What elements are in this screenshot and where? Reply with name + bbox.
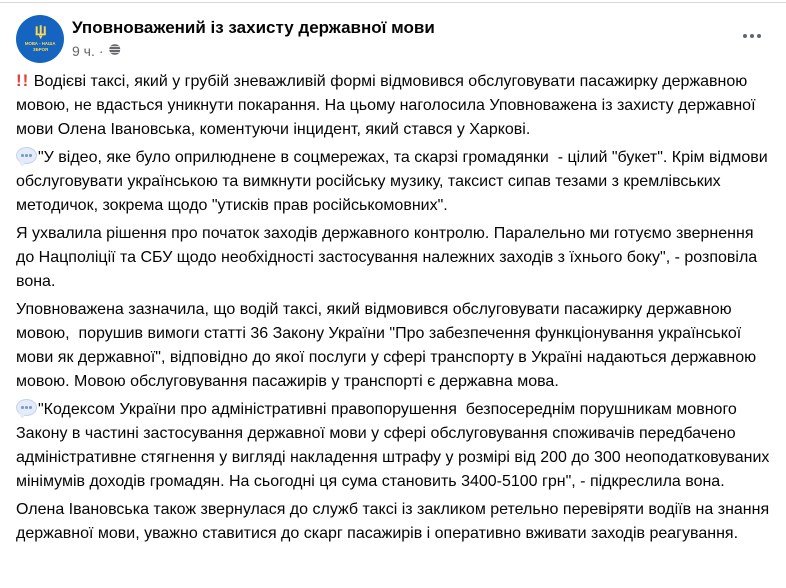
ellipsis-dot [757,34,761,38]
post-paragraph [16,498,774,546]
paragraph-text: Уповноважена зазначила, що водій таксі, який відмовився обслуговувати пасажирку державною мовою, порушив вимоги статті 36 Закону України "Про забезпечення функціонування української мови як державної", відповідно до якої послуги у сфері транспорту в Україні надаються державною мовою. Мовою обслуговування пасажирів у транспорті є державна мова. [16,301,761,390]
header-text [72,15,435,60]
post-paragraph [16,69,770,142]
globe-icon [108,42,121,60]
post-card [0,2,786,588]
trident-icon [33,25,48,42]
paragraph-text: Я ухвалила рішення про початок заходів державного контролю. Паралельно ми готуємо звернення до Нацполіції та СБУ щодо необхідності застосування належних заходів з їхнього боку", - розповіла вона. [16,225,762,290]
paragraph-text: Водієві таксі, який у грубій зневажливій формі відмовився обслуговувати пасажирку державною мовою, не вдасться уникнути покарання. На цьому наголосила Уповноважена із захисту державної мови Олена Івановська, коментуючи інцидент, який стався у Харкові. [16,73,760,138]
double-exclamation-icon: !! [16,71,30,90]
meta-separator: · [98,42,104,59]
page-name-link[interactable]: Уповноважений із захисту державної мови [72,18,435,37]
paragraph-text: Олена Івановська також звернулася до служб таксі із закликом ретельно перевіряти водіїв на знання державної мови, уважно ставитися до скарг пасажирів і оперативно вживати заходів реагування. [16,501,774,542]
post-paragraph [16,398,774,494]
post-paragraph [16,298,770,394]
ellipsis-dot [750,34,754,38]
speech-balloon-icon [16,147,37,164]
avatar-caption: МОВА - НАША [24,41,56,46]
ellipsis-dot [743,34,747,38]
paragraph-text: "Кодексом України про адміністративні правопорушення безпосереднім порушникам мовного Закону в частині застосування державної мови у сфері обслуговування споживачів передбачено адміністративне стягнення у вигляді накладення штрафу у розмірі від 200 до 300 неоподатковуваних мінімумів доходів громадян. На сьогодні ця сума становить 3400-5100 грн", - підкреслила вона. [16,401,774,490]
avatar-caption: ЗБРОЯ [32,47,48,52]
paragraph-text: "У відео, яке було оприлюднене в соцмережах, та скарзі громадянки - цілий "букет". Крім відмови обслуговувати українською та вимкнути російську музику, таксист сипав тезами з кремлівських методичок, зокрема щодо "утисків прав російськомовних". [16,149,773,214]
speech-balloon-icon [16,399,37,416]
timestamp[interactable]: 9 ч. [72,42,95,59]
more-options-button[interactable] [738,25,766,47]
post-paragraph [16,146,773,218]
post-meta [72,41,435,60]
post-body [0,69,786,546]
post-header [0,3,786,63]
avatar[interactable] [16,15,64,63]
post-paragraph [16,222,770,294]
